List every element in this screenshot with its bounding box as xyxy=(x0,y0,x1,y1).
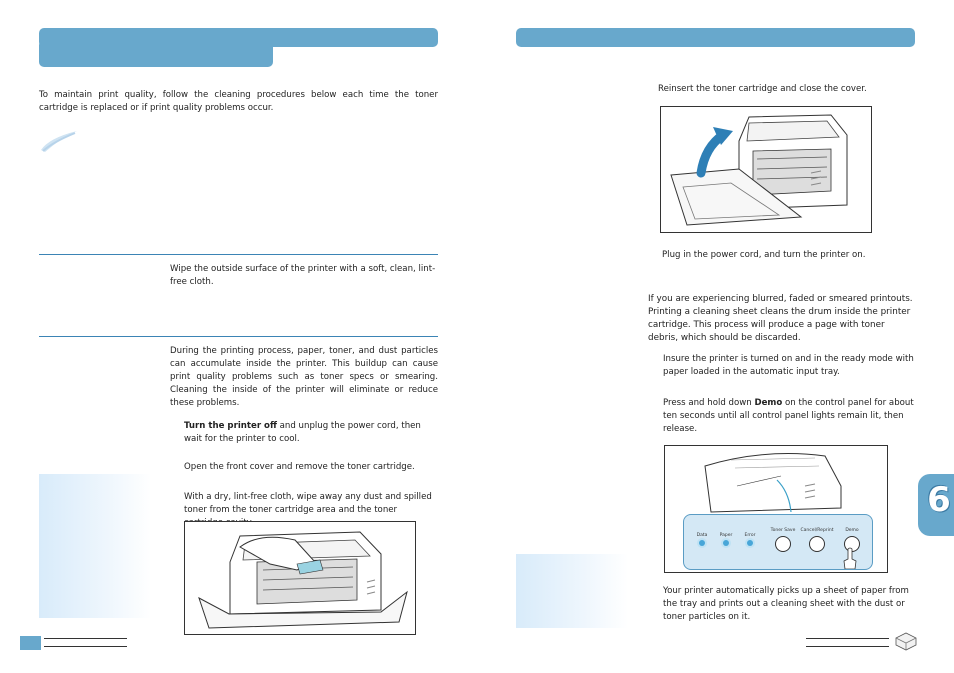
control-panel-inset xyxy=(683,514,873,570)
cancel-reprint-button-icon xyxy=(809,536,825,552)
section-rule-inside xyxy=(39,336,438,337)
finger-press-icon xyxy=(842,547,858,569)
panel-light-error-label: Error xyxy=(744,533,756,538)
printer-open-wipe-illustration xyxy=(185,522,415,634)
section-rule-outside xyxy=(39,254,438,255)
panel-light-paper xyxy=(716,533,736,546)
drum-step-press-pre: Press and hold down xyxy=(663,398,755,408)
chapter-number: 6 xyxy=(927,480,951,520)
step-plug-in: Plug in the power cord, and turn the printer on. xyxy=(662,250,866,260)
left-header-title-tab xyxy=(39,40,273,67)
step-reinsert-cartridge: Reinsert the toner cartridge and close the cover. xyxy=(658,84,867,94)
panel-light-error xyxy=(740,533,760,546)
step-turn-off-rest: and unplug the power cord, then wait for the printer to cool. xyxy=(184,421,421,444)
panel-light-paper-label: Paper xyxy=(719,533,733,538)
step-open-cover: Open the front cover and remove the toner cartridge. xyxy=(184,462,415,472)
drum-cleaning-text: If you are experiencing blurred, faded or smeared printouts. Printing a cleaning sheet cleans the drum inside the printer cartridge. This process will produce a page with toner debris, which should be discarded. xyxy=(648,294,913,343)
step-turn-off-bold: Turn the printer off xyxy=(184,421,277,431)
drum-step-press-demo xyxy=(663,397,914,436)
drum-step-press-post: on the control panel for about ten seconds until all control panel lights remain lit, then release. xyxy=(663,398,914,434)
right-footer-rule-top xyxy=(806,638,889,639)
right-footer-rule-bottom xyxy=(806,646,889,647)
left-footer-rule-bottom xyxy=(44,646,127,647)
illustration-control-panel xyxy=(664,445,888,573)
demo-label: Demo xyxy=(845,528,859,533)
left-sidebar-note-box xyxy=(39,474,151,618)
error-light-icon xyxy=(747,540,753,546)
printer-close-cover-illustration xyxy=(661,107,871,232)
printer-footer-icon xyxy=(893,630,919,652)
toner-save-button[interactable] xyxy=(768,528,798,552)
panel-light-data-label: Data xyxy=(696,533,708,538)
data-light-icon xyxy=(699,540,705,546)
illustration-close-cover xyxy=(660,106,872,233)
step-turn-off xyxy=(184,420,438,446)
cancel-reprint-button[interactable] xyxy=(800,528,834,552)
inside-cleaning-text: During the printing process, paper, toner, and dust particles can accumulate inside the printer. This buildup can cause print quality problems such as toner specs or smearing. Cleaning the inside of the printer will eliminate or reduce these problems. xyxy=(170,346,438,408)
toner-save-button-icon xyxy=(775,536,791,552)
left-page-number-box xyxy=(20,636,41,650)
intro-text: To maintain print quality, follow the cleaning procedures below each time the toner cartridge is replaced or if print quality problems occur. xyxy=(39,90,438,113)
demo-keyword: Demo xyxy=(754,398,783,408)
right-header-bar xyxy=(516,28,915,47)
paper-light-icon xyxy=(723,540,729,546)
panel-light-data xyxy=(692,533,712,546)
step-wipe-dust: With a dry, lint-free cloth, wipe away any dust and spilled toner from the toner cartridge area and the toner xyxy=(184,492,432,515)
note-pen-icon xyxy=(39,128,79,154)
drum-step-ready: Insure the printer is turned on and in the ready mode with paper loaded in the automatic input tray. xyxy=(663,354,914,377)
drum-step-prints-sheet: Your printer automatically picks up a sheet of paper from the tray and prints out a cleaning sheet with the dust or toner particles on it. xyxy=(663,586,909,622)
illustration-wipe-printer xyxy=(184,521,416,635)
left-footer-rule-top xyxy=(44,638,127,639)
cancel-reprint-label: Cancel/Reprint xyxy=(800,528,834,533)
toner-save-label: Toner Save xyxy=(770,528,796,533)
outside-cleaning-text: Wipe the outside surface of the printer with a soft, clean, lint-free cloth. xyxy=(170,264,436,287)
right-sidebar-note-box xyxy=(516,554,628,628)
